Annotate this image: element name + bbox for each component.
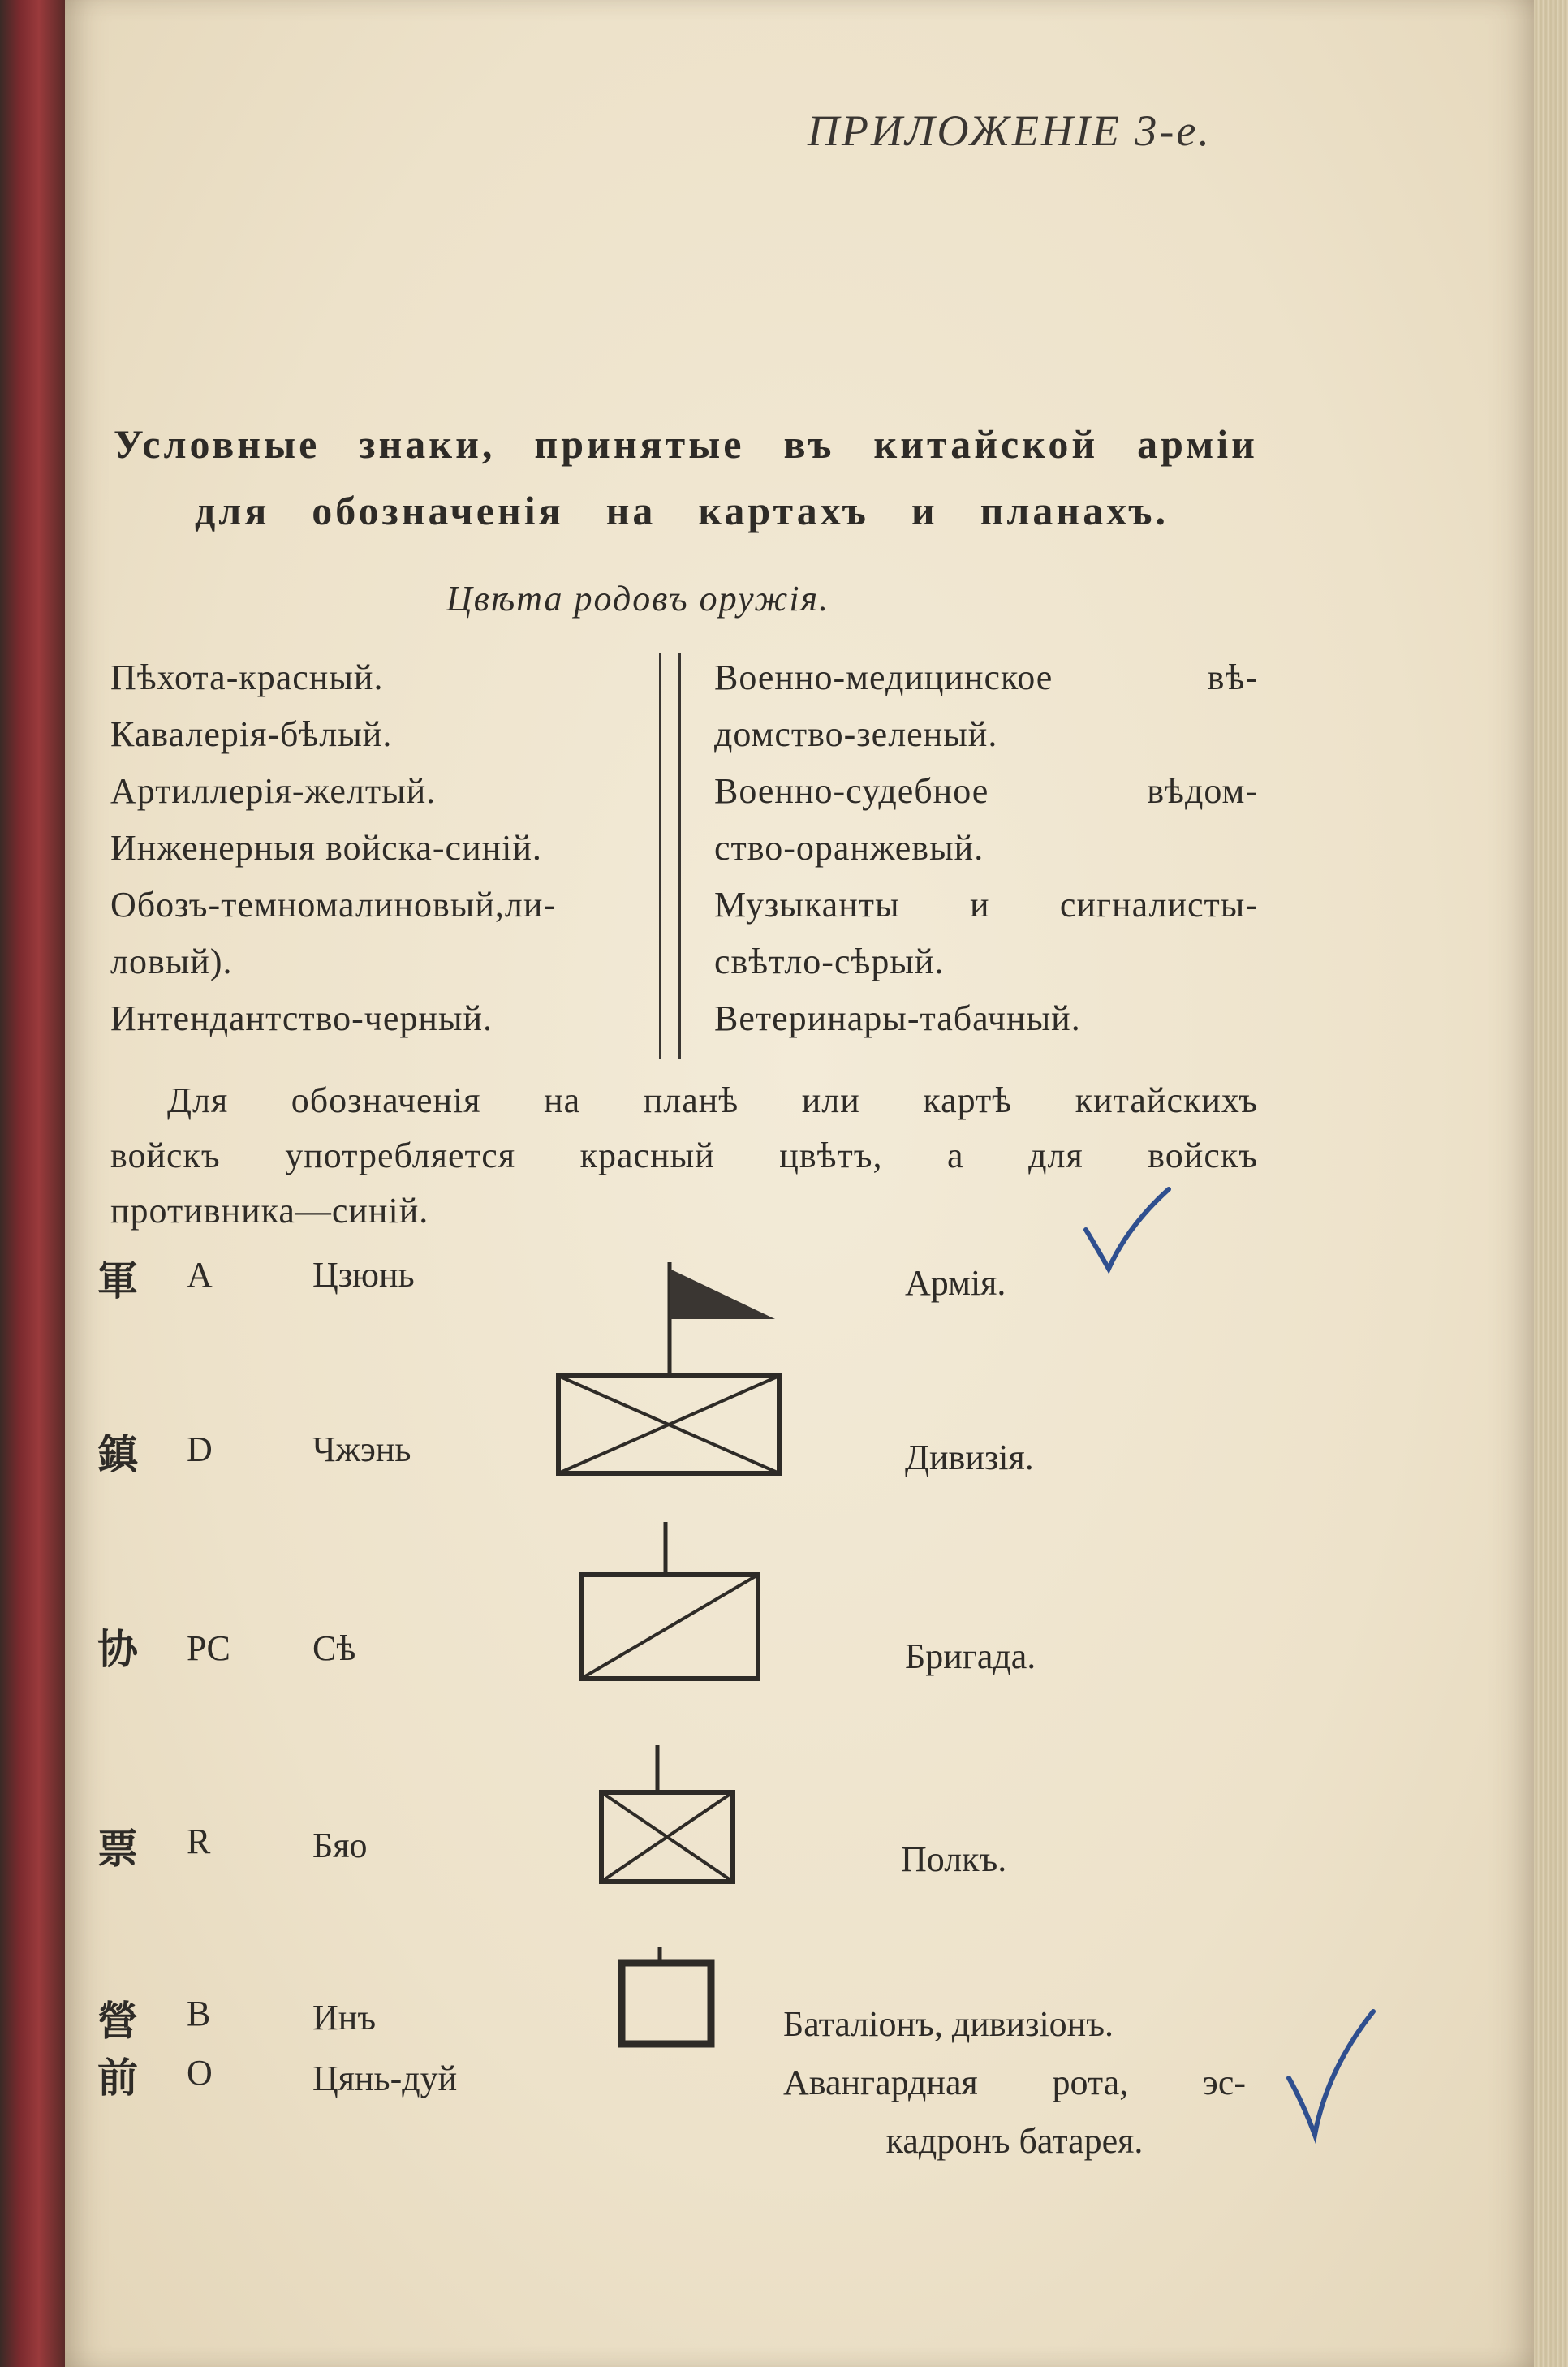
symbol-code: D [187, 1429, 213, 1469]
hanzi-glyph: 协 [97, 1627, 138, 1672]
battalion-symbol [615, 1947, 721, 2052]
color-entry: ство-оранжевый. [714, 828, 984, 868]
hanzi-glyph: 營 [97, 1998, 138, 2044]
symbol-code: A [187, 1255, 213, 1295]
page-edges [1534, 0, 1568, 2367]
color-entry: Ветеринары-табачный. [714, 998, 1081, 1038]
pencil-checkmark-icon [1079, 1181, 1177, 1278]
hanzi-glyph: 鎮 [97, 1432, 138, 1477]
color-entry: Пѣхота-красный. [110, 658, 384, 697]
color-entry: Инженерныя войска-синій. [110, 828, 542, 868]
column-divider [678, 653, 681, 1059]
unit-meaning: Баталіонъ, дивизіонъ. [783, 2004, 1114, 2044]
meaning-line: Авангардная рота, эс- [783, 2063, 1246, 2102]
unit-name-transliteration: Цзюнь [312, 1255, 415, 1295]
regiment-symbol [597, 1745, 739, 1887]
book-spine [0, 0, 65, 2367]
color-entry: Обозъ-темномалиновый,ли- [110, 885, 557, 925]
army-division-symbol [552, 1262, 787, 1481]
symbol-code: R [187, 1822, 211, 1861]
color-entry: домство-зеленый. [714, 714, 998, 754]
section-subtitle: Цвѣта родовъ оружія. [446, 579, 830, 619]
color-entry: Интендантство-черный. [110, 998, 493, 1038]
paragraph-line: противника—синій. [110, 1191, 429, 1231]
unit-meaning: Дивизія. [905, 1438, 1034, 1477]
brigade-symbol [576, 1522, 763, 1684]
colors-right-column [714, 649, 1258, 1047]
symbol-code: PC [187, 1628, 230, 1668]
color-entry: Артиллерія-желтый. [110, 771, 437, 811]
unit-name-transliteration: Чжэнь [312, 1429, 411, 1469]
hanzi-glyph: 前 [97, 2055, 138, 2101]
title-line-2: для обозначенія на картахъ и планахъ. [195, 488, 1169, 533]
unit-meaning: Бригада. [905, 1636, 1036, 1676]
color-entry: Военно-судебное вѣдом- [714, 771, 1258, 811]
unit-meaning [783, 2062, 1246, 2179]
color-entry: Музыканты и сигналисты- [714, 885, 1258, 925]
page-header: ПРИЛОЖЕНІЕ 3-е. [808, 106, 1212, 155]
unit-meaning: Армія. [905, 1263, 1006, 1303]
paragraph-line: Для обозначенія на планѣ или картѣ китайскихъ [167, 1080, 1258, 1120]
colors-left-column [110, 649, 646, 1047]
unit-name-transliteration: Цянь-дуй [312, 2059, 458, 2098]
color-entry: Кавалерія-бѣлый. [110, 714, 393, 754]
unit-name-transliteration: Бяо [312, 1826, 368, 1865]
meaning-line: кадронъ батарея. [885, 2121, 1144, 2161]
column-divider [659, 653, 661, 1059]
hanzi-glyph: 軍 [97, 1258, 138, 1304]
hanzi-glyph: 票 [97, 1826, 138, 1872]
paragraph-line: войскъ употребляется красный цвѣтъ, а для войскъ [110, 1136, 1258, 1175]
symbol-code: B [187, 1994, 211, 2033]
title-line-1: Условные знаки, принятые въ китайской арміи [114, 421, 1258, 467]
color-entry: ловый). [110, 942, 233, 981]
unit-name-transliteration: Сѣ [312, 1628, 356, 1668]
color-entry: Военно-медицинское вѣ- [714, 658, 1258, 697]
pencil-checkmark-icon [1282, 2005, 1380, 2151]
symbol-code: O [187, 2053, 213, 2093]
color-entry: свѣтло-сѣрый. [714, 942, 945, 981]
unit-name-transliteration: Инъ [312, 1998, 377, 2037]
unit-meaning: Полкъ. [901, 1839, 1007, 1879]
